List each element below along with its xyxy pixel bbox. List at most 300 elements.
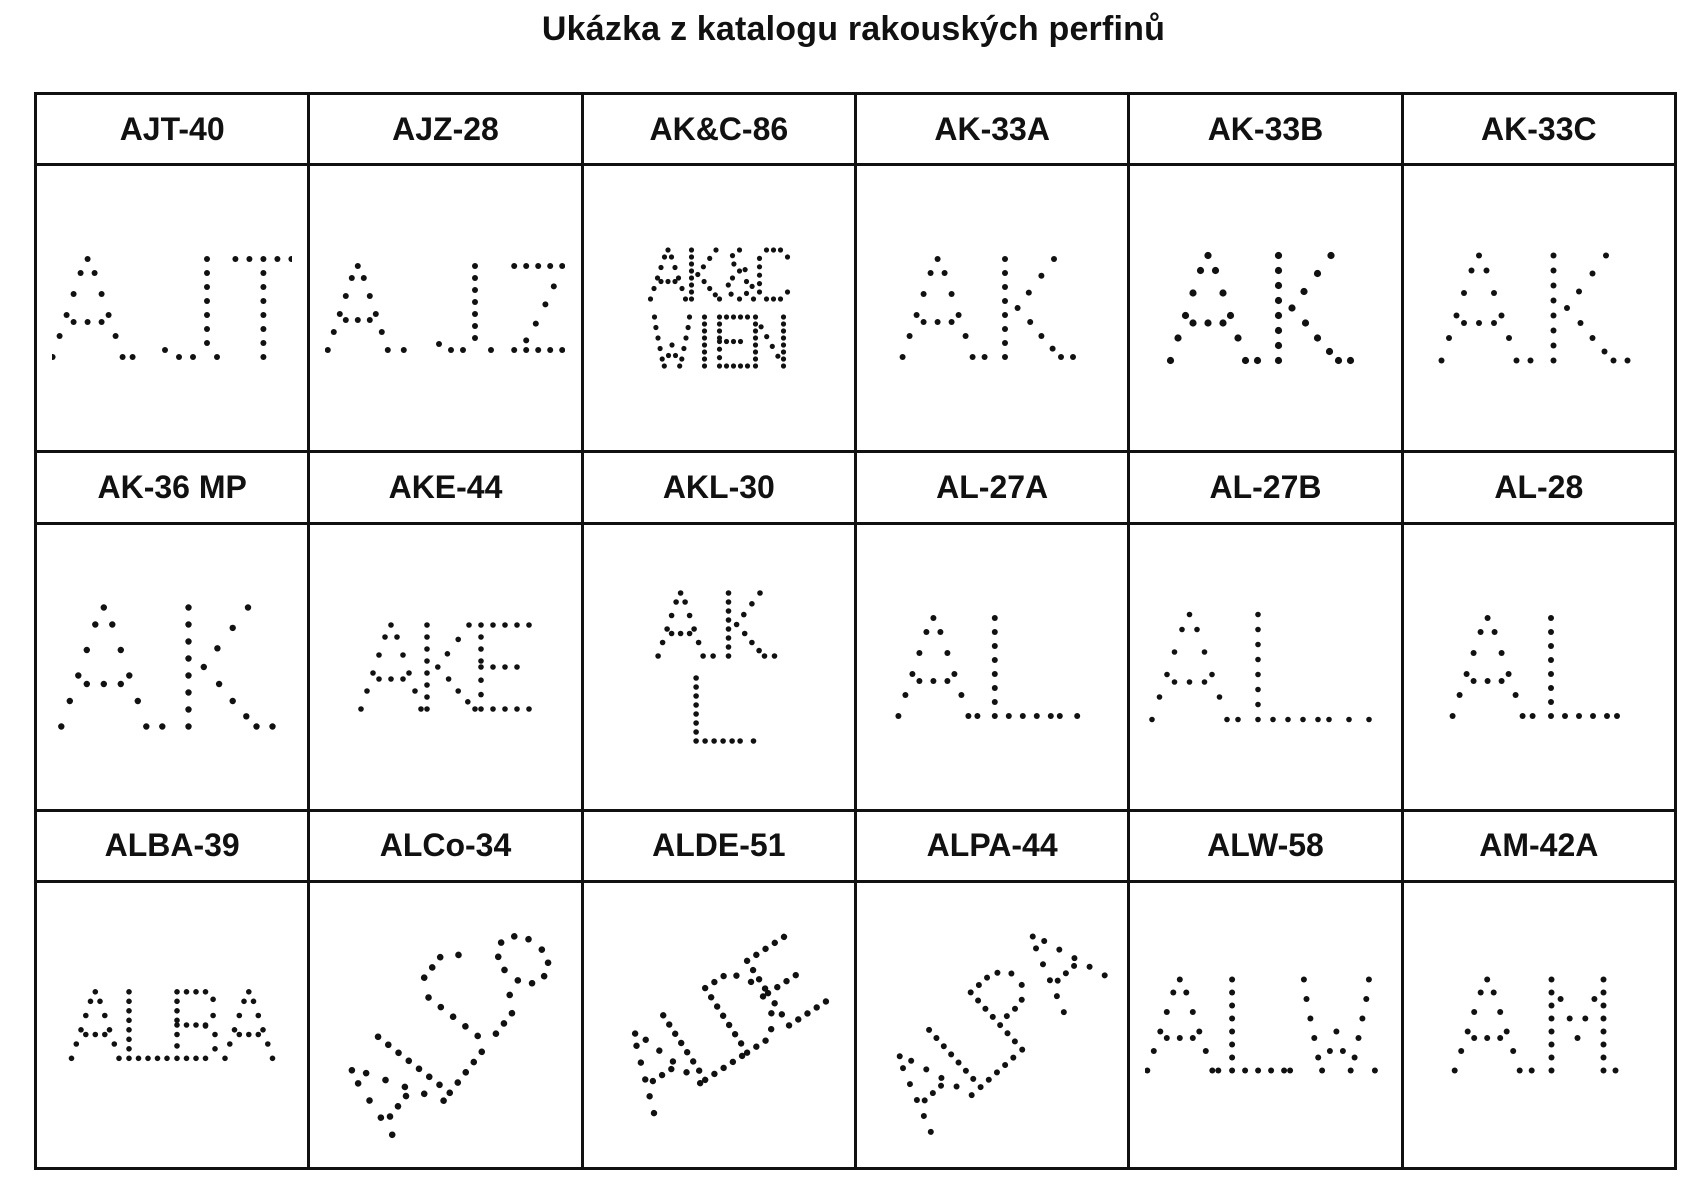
perforation-dot bbox=[337, 311, 343, 317]
perforation-dot bbox=[203, 989, 209, 995]
perforation-dot bbox=[681, 346, 686, 351]
perforation-dot bbox=[770, 344, 775, 349]
perforation-dot bbox=[425, 682, 431, 688]
perforation-dot bbox=[1470, 678, 1476, 684]
perforation-dot bbox=[726, 635, 732, 641]
perforation-dot bbox=[261, 312, 267, 318]
perforation-dot bbox=[1491, 629, 1497, 635]
perforation-dot bbox=[693, 702, 699, 708]
perforation-dot bbox=[917, 650, 923, 656]
perfin-pattern bbox=[325, 905, 565, 1145]
perforation-dot bbox=[75, 672, 81, 678]
perforation-dot bbox=[465, 699, 471, 705]
perforation-dot bbox=[256, 1032, 262, 1038]
perfin-pattern bbox=[872, 547, 1112, 787]
perforation-dot bbox=[174, 1032, 180, 1038]
perforation-dot bbox=[707, 256, 712, 261]
perforation-dot bbox=[543, 302, 549, 308]
perforation-dot bbox=[118, 680, 124, 686]
perforation-dot bbox=[993, 969, 1001, 977]
perforation-dot bbox=[729, 738, 735, 744]
perforation-dot bbox=[726, 653, 732, 659]
perforation-dot bbox=[992, 629, 998, 635]
perforation-dot bbox=[461, 1022, 470, 1031]
perforation-dot bbox=[730, 276, 735, 281]
perforation-dot bbox=[367, 293, 373, 299]
perforation-dot bbox=[85, 319, 91, 325]
perforation-dot bbox=[84, 646, 90, 652]
perforation-dot bbox=[1504, 1029, 1510, 1035]
perforation-dot bbox=[679, 286, 684, 291]
perforation-dot bbox=[251, 999, 257, 1005]
pattern-row-3 bbox=[36, 882, 1676, 1169]
perforation-dot bbox=[726, 626, 732, 632]
perforation-dot bbox=[126, 1018, 132, 1024]
perforation-dot bbox=[1600, 1029, 1606, 1035]
perforation-dot bbox=[927, 1128, 935, 1136]
perforation-dot bbox=[771, 248, 776, 253]
perforation-dot bbox=[631, 1029, 640, 1038]
perforation-dot bbox=[256, 1013, 262, 1019]
perforation-dot bbox=[1574, 1035, 1580, 1041]
perforation-dot bbox=[821, 997, 830, 1006]
perfin-pattern-cell bbox=[582, 165, 855, 452]
perforation-dot bbox=[693, 684, 699, 690]
perforation-dot bbox=[1327, 1048, 1333, 1054]
perforation-dot bbox=[247, 256, 253, 262]
perforation-dot bbox=[201, 663, 207, 669]
perforation-dot bbox=[424, 993, 433, 1002]
perfin-code: ALPA-44 bbox=[855, 810, 1128, 881]
perforation-dot bbox=[767, 1009, 776, 1018]
perforation-dot bbox=[1203, 1048, 1209, 1054]
perforation-dot bbox=[446, 1088, 455, 1097]
perforation-dot bbox=[126, 999, 132, 1005]
perforation-dot bbox=[58, 723, 64, 729]
perforation-dot bbox=[742, 630, 748, 636]
perforation-dot bbox=[405, 1056, 414, 1065]
perforation-dot bbox=[425, 694, 431, 700]
perforation-dot bbox=[913, 1096, 921, 1104]
perforation-dot bbox=[970, 354, 976, 360]
perforation-dot bbox=[1007, 969, 1015, 977]
perforation-dot bbox=[728, 1058, 737, 1067]
perforation-dot bbox=[907, 333, 913, 339]
perforation-dot bbox=[744, 291, 749, 296]
perforation-dot bbox=[1054, 976, 1062, 984]
perforation-dot bbox=[540, 972, 549, 981]
perforation-dot bbox=[689, 290, 694, 295]
perforation-dot bbox=[118, 646, 124, 652]
perforation-dot bbox=[975, 713, 981, 719]
perforation-dot bbox=[707, 993, 716, 1002]
perfin-pattern bbox=[599, 905, 839, 1145]
perforation-dot bbox=[365, 688, 371, 694]
perforation-dot bbox=[1001, 1061, 1009, 1069]
perforation-dot bbox=[689, 283, 694, 288]
perforation-dot bbox=[1576, 713, 1582, 719]
perforation-dot bbox=[237, 1013, 243, 1019]
perforation-dot bbox=[660, 639, 666, 645]
perforation-dot bbox=[1029, 932, 1037, 940]
perforation-dot bbox=[377, 652, 383, 658]
perforation-dot bbox=[1050, 346, 1056, 352]
perforation-dot bbox=[1589, 335, 1595, 341]
perforation-dot bbox=[701, 279, 706, 284]
perforation-dots bbox=[655, 590, 777, 744]
code-row-1 bbox=[36, 94, 1676, 165]
perforation-dot bbox=[367, 317, 373, 323]
perforation-dot bbox=[1452, 1068, 1458, 1074]
perfin-pattern-cell bbox=[582, 523, 855, 810]
perforation-dot bbox=[1235, 335, 1242, 342]
perforation-dot bbox=[1003, 1012, 1011, 1020]
perforation-dot bbox=[711, 738, 717, 744]
perforation-dot bbox=[88, 999, 94, 1005]
perforation-dot bbox=[1316, 716, 1322, 722]
perforation-dot bbox=[435, 664, 441, 670]
perforation-dot bbox=[689, 262, 694, 267]
perforation-dot bbox=[204, 270, 210, 276]
perfin-pattern-cell bbox=[36, 523, 309, 810]
perforation-dots bbox=[875, 914, 1109, 1136]
perforation-dot bbox=[777, 1010, 786, 1019]
perforation-dot bbox=[757, 256, 762, 261]
perforation-dot bbox=[679, 357, 684, 362]
perforation-dot bbox=[500, 1019, 509, 1028]
perforation-dot bbox=[407, 670, 413, 676]
perforation-dot bbox=[1548, 1003, 1554, 1009]
perforation-dot bbox=[993, 1068, 1001, 1076]
perforation-dot bbox=[174, 1008, 180, 1014]
perforation-dot bbox=[717, 355, 722, 360]
perforation-dot bbox=[1184, 990, 1190, 996]
perforation-dot bbox=[1051, 256, 1057, 262]
perforation-dot bbox=[394, 1102, 403, 1111]
perforation-dot bbox=[107, 1027, 113, 1033]
perforation-dots bbox=[58, 604, 276, 729]
perforation-dot bbox=[1062, 969, 1070, 977]
perforation-dot bbox=[992, 671, 998, 677]
perforation-dot bbox=[1256, 686, 1262, 692]
perforation-dot bbox=[903, 692, 909, 698]
perforation-dot bbox=[1210, 671, 1216, 677]
perforation-dot bbox=[1175, 335, 1182, 342]
perforation-dot bbox=[204, 284, 210, 290]
perforation-dots bbox=[607, 932, 830, 1117]
perforation-dot bbox=[689, 255, 694, 260]
perforation-dot bbox=[662, 255, 667, 260]
perforation-dot bbox=[1282, 1068, 1288, 1074]
perforation-dot bbox=[781, 350, 786, 355]
perforation-dot bbox=[781, 315, 786, 320]
perforation-dot bbox=[456, 688, 462, 694]
perfin-pattern bbox=[1145, 547, 1385, 787]
perforation-dot bbox=[784, 1021, 793, 1030]
perforation-dot bbox=[1177, 977, 1183, 983]
perforation-dot bbox=[1227, 312, 1234, 319]
perforation-dot bbox=[83, 1013, 89, 1019]
perforation-dot bbox=[693, 675, 699, 681]
perfin-pattern-cell bbox=[1129, 523, 1402, 810]
perforation-dot bbox=[237, 1032, 243, 1038]
perforation-dot bbox=[738, 364, 743, 369]
perforation-dot bbox=[560, 347, 566, 353]
perforation-dots bbox=[1150, 611, 1373, 722]
perforation-dot bbox=[1548, 977, 1554, 983]
perforation-dot bbox=[99, 319, 105, 325]
perforation-dot bbox=[74, 1041, 80, 1047]
perforation-dot bbox=[1302, 320, 1309, 327]
perforation-dot bbox=[922, 1065, 930, 1073]
perforation-dot bbox=[1519, 713, 1525, 719]
perforation-dot bbox=[1510, 1048, 1516, 1054]
perforation-dot bbox=[560, 263, 566, 269]
perforation-dot bbox=[371, 670, 377, 676]
perforation-dot bbox=[702, 322, 707, 327]
perforation-dot bbox=[1498, 650, 1504, 656]
perforation-dot bbox=[126, 1027, 132, 1033]
perforation-dot bbox=[724, 364, 729, 369]
perforation-dot bbox=[1600, 1016, 1606, 1022]
perforation-dot bbox=[753, 336, 758, 341]
perforation-dot bbox=[1053, 992, 1061, 1000]
perforation-dot bbox=[383, 634, 389, 640]
perforation-dot bbox=[717, 315, 722, 320]
perforation-dot bbox=[193, 989, 199, 995]
perforation-dot bbox=[725, 1021, 734, 1030]
perforation-dot bbox=[1202, 679, 1208, 685]
perforation-dot bbox=[1011, 1005, 1019, 1013]
perforation-dot bbox=[355, 317, 361, 323]
perforation-dot bbox=[992, 615, 998, 621]
perforation-dot bbox=[702, 364, 707, 369]
perforation-dot bbox=[779, 932, 788, 941]
perforation-dot bbox=[1039, 273, 1045, 279]
perforation-dot bbox=[120, 354, 126, 360]
perforation-dot bbox=[1458, 1048, 1464, 1054]
perforation-dot bbox=[785, 290, 790, 295]
perforation-dot bbox=[701, 984, 710, 993]
perforation-dot bbox=[1326, 348, 1333, 355]
perforation-dot bbox=[1002, 256, 1008, 262]
perforation-dot bbox=[470, 1057, 479, 1066]
perforation-dot bbox=[185, 621, 191, 627]
perforation-dots bbox=[328, 905, 562, 1145]
perforation-dot bbox=[752, 950, 761, 959]
perfin-code: AK-33C bbox=[1402, 94, 1675, 165]
perforation-dot bbox=[472, 275, 478, 281]
perforation-dot bbox=[289, 256, 293, 262]
perforation-dot bbox=[1505, 671, 1511, 677]
perforation-dot bbox=[230, 624, 236, 630]
perfin-pattern-cell bbox=[1129, 882, 1402, 1169]
perfin-pattern-cell bbox=[309, 523, 582, 810]
perforation-dot bbox=[185, 723, 191, 729]
perforation-dot bbox=[726, 608, 732, 614]
perforation-dot bbox=[969, 1075, 977, 1083]
perforation-dot bbox=[931, 678, 937, 684]
perforation-dot bbox=[737, 269, 742, 274]
perforation-dot bbox=[659, 357, 664, 362]
perfin-pattern-cell bbox=[1402, 882, 1675, 1169]
perforation-dot bbox=[956, 312, 962, 318]
perforation-dot bbox=[1327, 716, 1333, 722]
perforation-dot bbox=[1256, 641, 1262, 647]
perforation-dot bbox=[1491, 290, 1497, 296]
perforation-dot bbox=[71, 319, 77, 325]
perforation-dot bbox=[1461, 320, 1467, 326]
perforation-dot bbox=[669, 630, 675, 636]
perforation-dot bbox=[1020, 713, 1026, 719]
perforation-dot bbox=[102, 1013, 108, 1019]
perforation-dot bbox=[109, 621, 115, 627]
perforation-dot bbox=[794, 1015, 803, 1024]
perforation-dot bbox=[1548, 1042, 1554, 1048]
perfin-code: ALBA-39 bbox=[36, 810, 309, 881]
perforation-dot bbox=[389, 676, 395, 682]
perforation-dot bbox=[742, 956, 751, 965]
perforation-dot bbox=[1591, 996, 1597, 1002]
perforation-dot bbox=[662, 364, 667, 369]
perforation-dot bbox=[764, 248, 769, 253]
perforation-dot bbox=[677, 364, 682, 369]
perforation-dot bbox=[1529, 1068, 1535, 1074]
perforation-dot bbox=[185, 655, 191, 661]
perforation-dot bbox=[494, 952, 503, 961]
perforation-dot bbox=[693, 711, 699, 717]
perforation-dot bbox=[243, 713, 249, 719]
perforation-dot bbox=[413, 688, 419, 694]
perforation-dot bbox=[921, 1096, 929, 1104]
perforation-dot bbox=[702, 350, 707, 355]
perforation-dot bbox=[1476, 253, 1482, 259]
perforation-dot bbox=[437, 1003, 446, 1012]
perforation-dot bbox=[435, 1080, 444, 1089]
perforation-dot bbox=[1497, 1035, 1503, 1041]
perforation-dot bbox=[379, 329, 385, 335]
perforation-dot bbox=[174, 989, 180, 995]
perforation-dot bbox=[377, 1113, 386, 1122]
perforation-dot bbox=[757, 273, 762, 278]
perforation-dot bbox=[536, 347, 542, 353]
perforation-dot bbox=[1601, 349, 1607, 355]
perforation-dot bbox=[241, 999, 247, 1005]
perforation-dot bbox=[761, 1036, 770, 1045]
perforation-dot bbox=[687, 612, 693, 618]
perforation-dot bbox=[1039, 333, 1045, 339]
perforation-dot bbox=[145, 1056, 151, 1062]
perforation-dot bbox=[937, 1074, 945, 1082]
perforation-dot bbox=[99, 291, 105, 297]
perforation-dot bbox=[536, 263, 542, 269]
perforation-dot bbox=[1197, 1029, 1203, 1035]
perforation-dot bbox=[1216, 1068, 1222, 1074]
perforation-dot bbox=[665, 279, 670, 284]
perforation-dot bbox=[78, 1027, 84, 1033]
perforation-dot bbox=[246, 1032, 252, 1038]
perforation-dot bbox=[113, 333, 119, 339]
perforation-dot bbox=[985, 1076, 993, 1084]
perforation-dot bbox=[373, 311, 379, 317]
perforation-dot bbox=[419, 706, 425, 712]
perforation-dot bbox=[1182, 312, 1189, 319]
perforation-dot bbox=[655, 1046, 664, 1055]
perforation-dot bbox=[749, 639, 755, 645]
perforation-dot bbox=[1468, 268, 1474, 274]
perforation-dot bbox=[52, 354, 56, 360]
perforation-dot bbox=[764, 297, 769, 302]
perforation-dot bbox=[695, 1066, 704, 1075]
perforation-dot bbox=[203, 1023, 209, 1029]
perforation-dot bbox=[966, 713, 972, 719]
perforation-dot bbox=[126, 1056, 132, 1062]
perforation-dot bbox=[454, 1078, 463, 1087]
perforation-dot bbox=[1190, 1035, 1196, 1041]
perforation-dot bbox=[1074, 713, 1080, 719]
perfin-code: AL-27B bbox=[1129, 452, 1402, 523]
perforation-dot bbox=[159, 723, 165, 729]
perforation-dot bbox=[355, 263, 361, 269]
perforation-dot bbox=[992, 699, 998, 705]
perforation-dot bbox=[1015, 305, 1021, 311]
perforation-dot bbox=[1476, 320, 1482, 326]
perforation-dots bbox=[325, 263, 565, 353]
perforation-dot bbox=[1550, 328, 1556, 334]
perforation-dot bbox=[193, 1022, 199, 1028]
perforation-dot bbox=[899, 1064, 907, 1072]
perforation-dot bbox=[126, 989, 132, 995]
perforation-dot bbox=[730, 253, 735, 258]
perforation-dot bbox=[1060, 1008, 1068, 1016]
perforation-dot bbox=[1582, 1016, 1588, 1022]
perfin-code: ALDE-51 bbox=[582, 810, 855, 881]
perforation-dot bbox=[492, 1029, 501, 1038]
perforation-dot bbox=[1275, 252, 1282, 259]
perforation-dot bbox=[717, 347, 722, 352]
perforation-dot bbox=[754, 975, 763, 984]
perforation-dot bbox=[343, 317, 349, 323]
perforation-dot bbox=[204, 340, 210, 346]
perforation-dot bbox=[1512, 692, 1518, 698]
perforation-dot bbox=[524, 347, 530, 353]
perforation-dot bbox=[935, 319, 941, 325]
perforation-dot bbox=[503, 622, 509, 628]
perforation-dot bbox=[193, 1056, 199, 1062]
perforation-dot bbox=[1039, 960, 1047, 968]
perforation-dot bbox=[1027, 319, 1033, 325]
perforation-dot bbox=[781, 364, 786, 369]
perforation-dot bbox=[1230, 1055, 1236, 1061]
perforation-dot bbox=[479, 664, 485, 670]
perfin-code: AK&C-86 bbox=[582, 94, 855, 165]
perforation-dot bbox=[1564, 305, 1570, 311]
perforation-dot bbox=[245, 604, 251, 610]
perforation-dot bbox=[1614, 713, 1620, 719]
perforation-dot bbox=[1312, 1035, 1318, 1041]
perforation-dot bbox=[508, 1009, 517, 1018]
perforation-dot bbox=[57, 333, 63, 339]
perforation-dot bbox=[1491, 990, 1497, 996]
perforation-dot bbox=[184, 989, 190, 995]
perforation-dot bbox=[514, 976, 523, 985]
perforation-dot bbox=[672, 279, 677, 284]
perforation-dot bbox=[85, 256, 91, 262]
perforation-dot bbox=[1506, 335, 1512, 341]
perforation-dot bbox=[362, 1069, 371, 1078]
perforation-dot bbox=[460, 347, 466, 353]
perforation-dot bbox=[1275, 327, 1282, 334]
